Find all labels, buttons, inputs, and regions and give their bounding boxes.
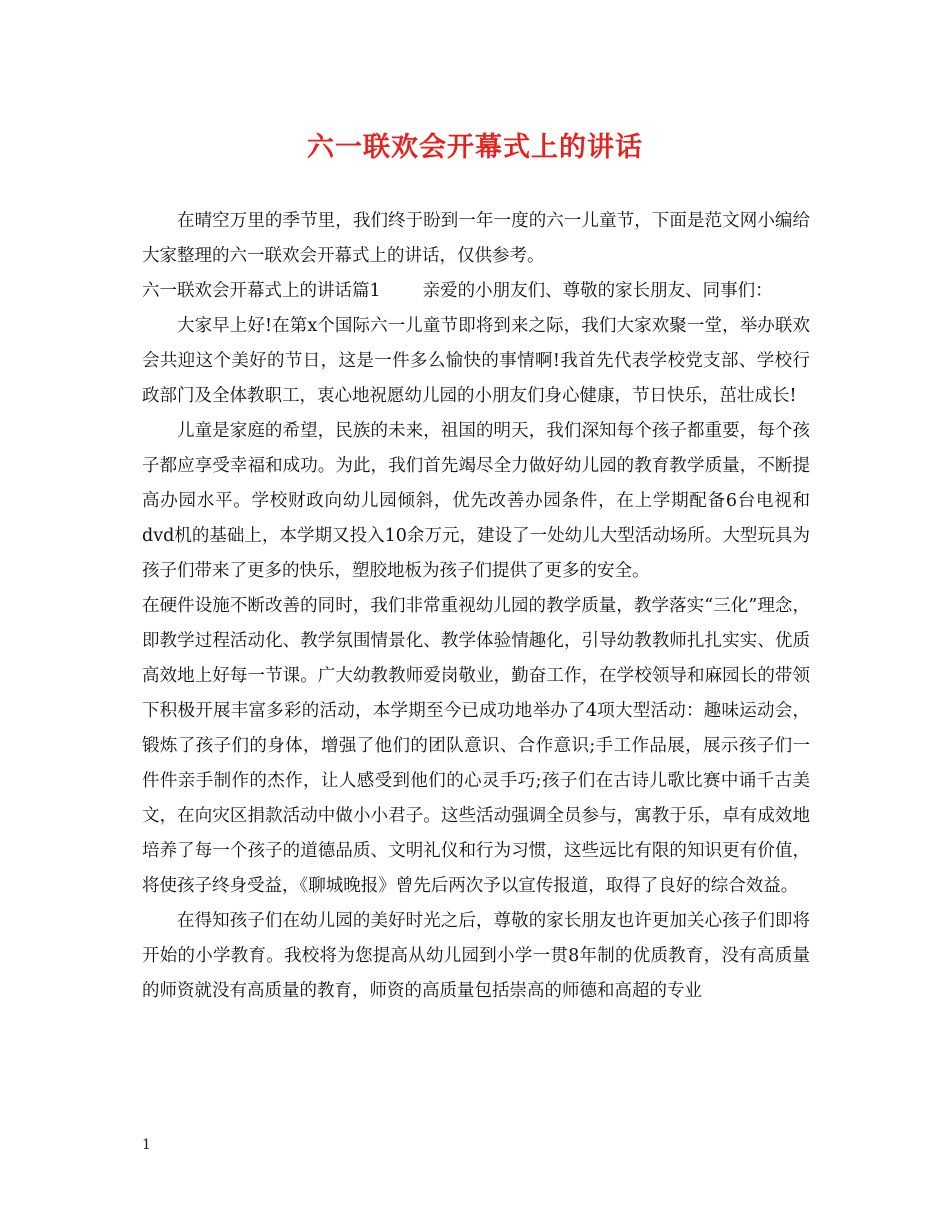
body-paragraph-3: 在硬件设施不断改善的同时，我们非常重视幼儿园的教学质量，教学落实“三化”理念，即教学过程活动化、教学氛围情景化、教学体验情趣化，引导幼教教师扎扎实实、优质高效地上好每一节课。广大幼教教师爱岗敬业，勤奋工作，在学校领导和麻园长的带领下积极开展丰富多彩的活动，本学期至今已成功地举办了4项大型活动：趣味运动会，锻炼了孩子们的身体，增强了他们的团队意识、合作意识;手工作品展，展示孩子们一件件亲手制作的杰作，让人感受到他们的心灵手巧;孩子们在古诗儿歌比赛中诵千古美文，在向灾区捐款活动中做小小君子。这些活动强调全员参与，寓教于乐，卓有成效地培养了每一个孩子的道德品质、文明礼仪和行为习惯，这些远比有限的知识更有价值，将使孩子终身受益，《聊城晚报》曾先后两次予以宣传报道，取得了良好的综合效益。 xyxy=(142,596,810,896)
page-number: 1 xyxy=(142,1137,151,1153)
document-title: 六一联欢会开幕式上的讲话 xyxy=(307,132,643,163)
body-paragraph-1: 大家早上好!在第x个国际六一儿童节即将到来之际，我们大家欢聚一堂，举办联欢会共迎这个美好的节日，这是一件多么愉快的事情啊!我首先代表学校党支部、学校行政部门及全体教职工，衷心地祝愿幼儿园的小朋友们身心健康，节日快乐，茁壮成长! xyxy=(142,316,810,406)
body-paragraph-2: 儿童是家庭的希望，民族的未来，祖国的明天，我们深知每个孩子都重要，每个孩子都应享受幸福和成功。为此，我们首先竭尽全力做好幼儿园的教育教学质量，不断提高办园水平。学校财政向幼儿园倾斜，优先改善办园条件，在上学期配备6台电视和dvd机的基础上，本学期又投入10余万元，建设了一处幼儿大型活动场所。大型玩具为孩子们带来了更多的快乐，塑胶地板为孩子们提供了更多的安全。 xyxy=(142,421,810,581)
section-heading: 六一联欢会开幕式上的讲话篇1 xyxy=(142,281,381,301)
section-line xyxy=(142,274,810,309)
greeting: 亲爱的小朋友们、尊敬的家长朋友、同事们： xyxy=(422,281,773,301)
body-paragraph-4: 在得知孩子们在幼儿园的美好时光之后，尊敬的家长朋友也许更加关心孩子们即将开始的小学教育。我校将为您提高从幼儿园到小学一贯8年制的优质教育，没有高质量的师资就没有高质量的教育，师资的高质量包括崇高的师德和高超的专业 xyxy=(142,911,810,1001)
intro-paragraph: 在晴空万里的季节里，我们终于盼到一年一度的六一儿童节，下面是范文网小编给大家整理的六一联欢会开幕式上的讲话，仅供参考。 xyxy=(142,211,810,266)
document-body xyxy=(142,204,810,1009)
